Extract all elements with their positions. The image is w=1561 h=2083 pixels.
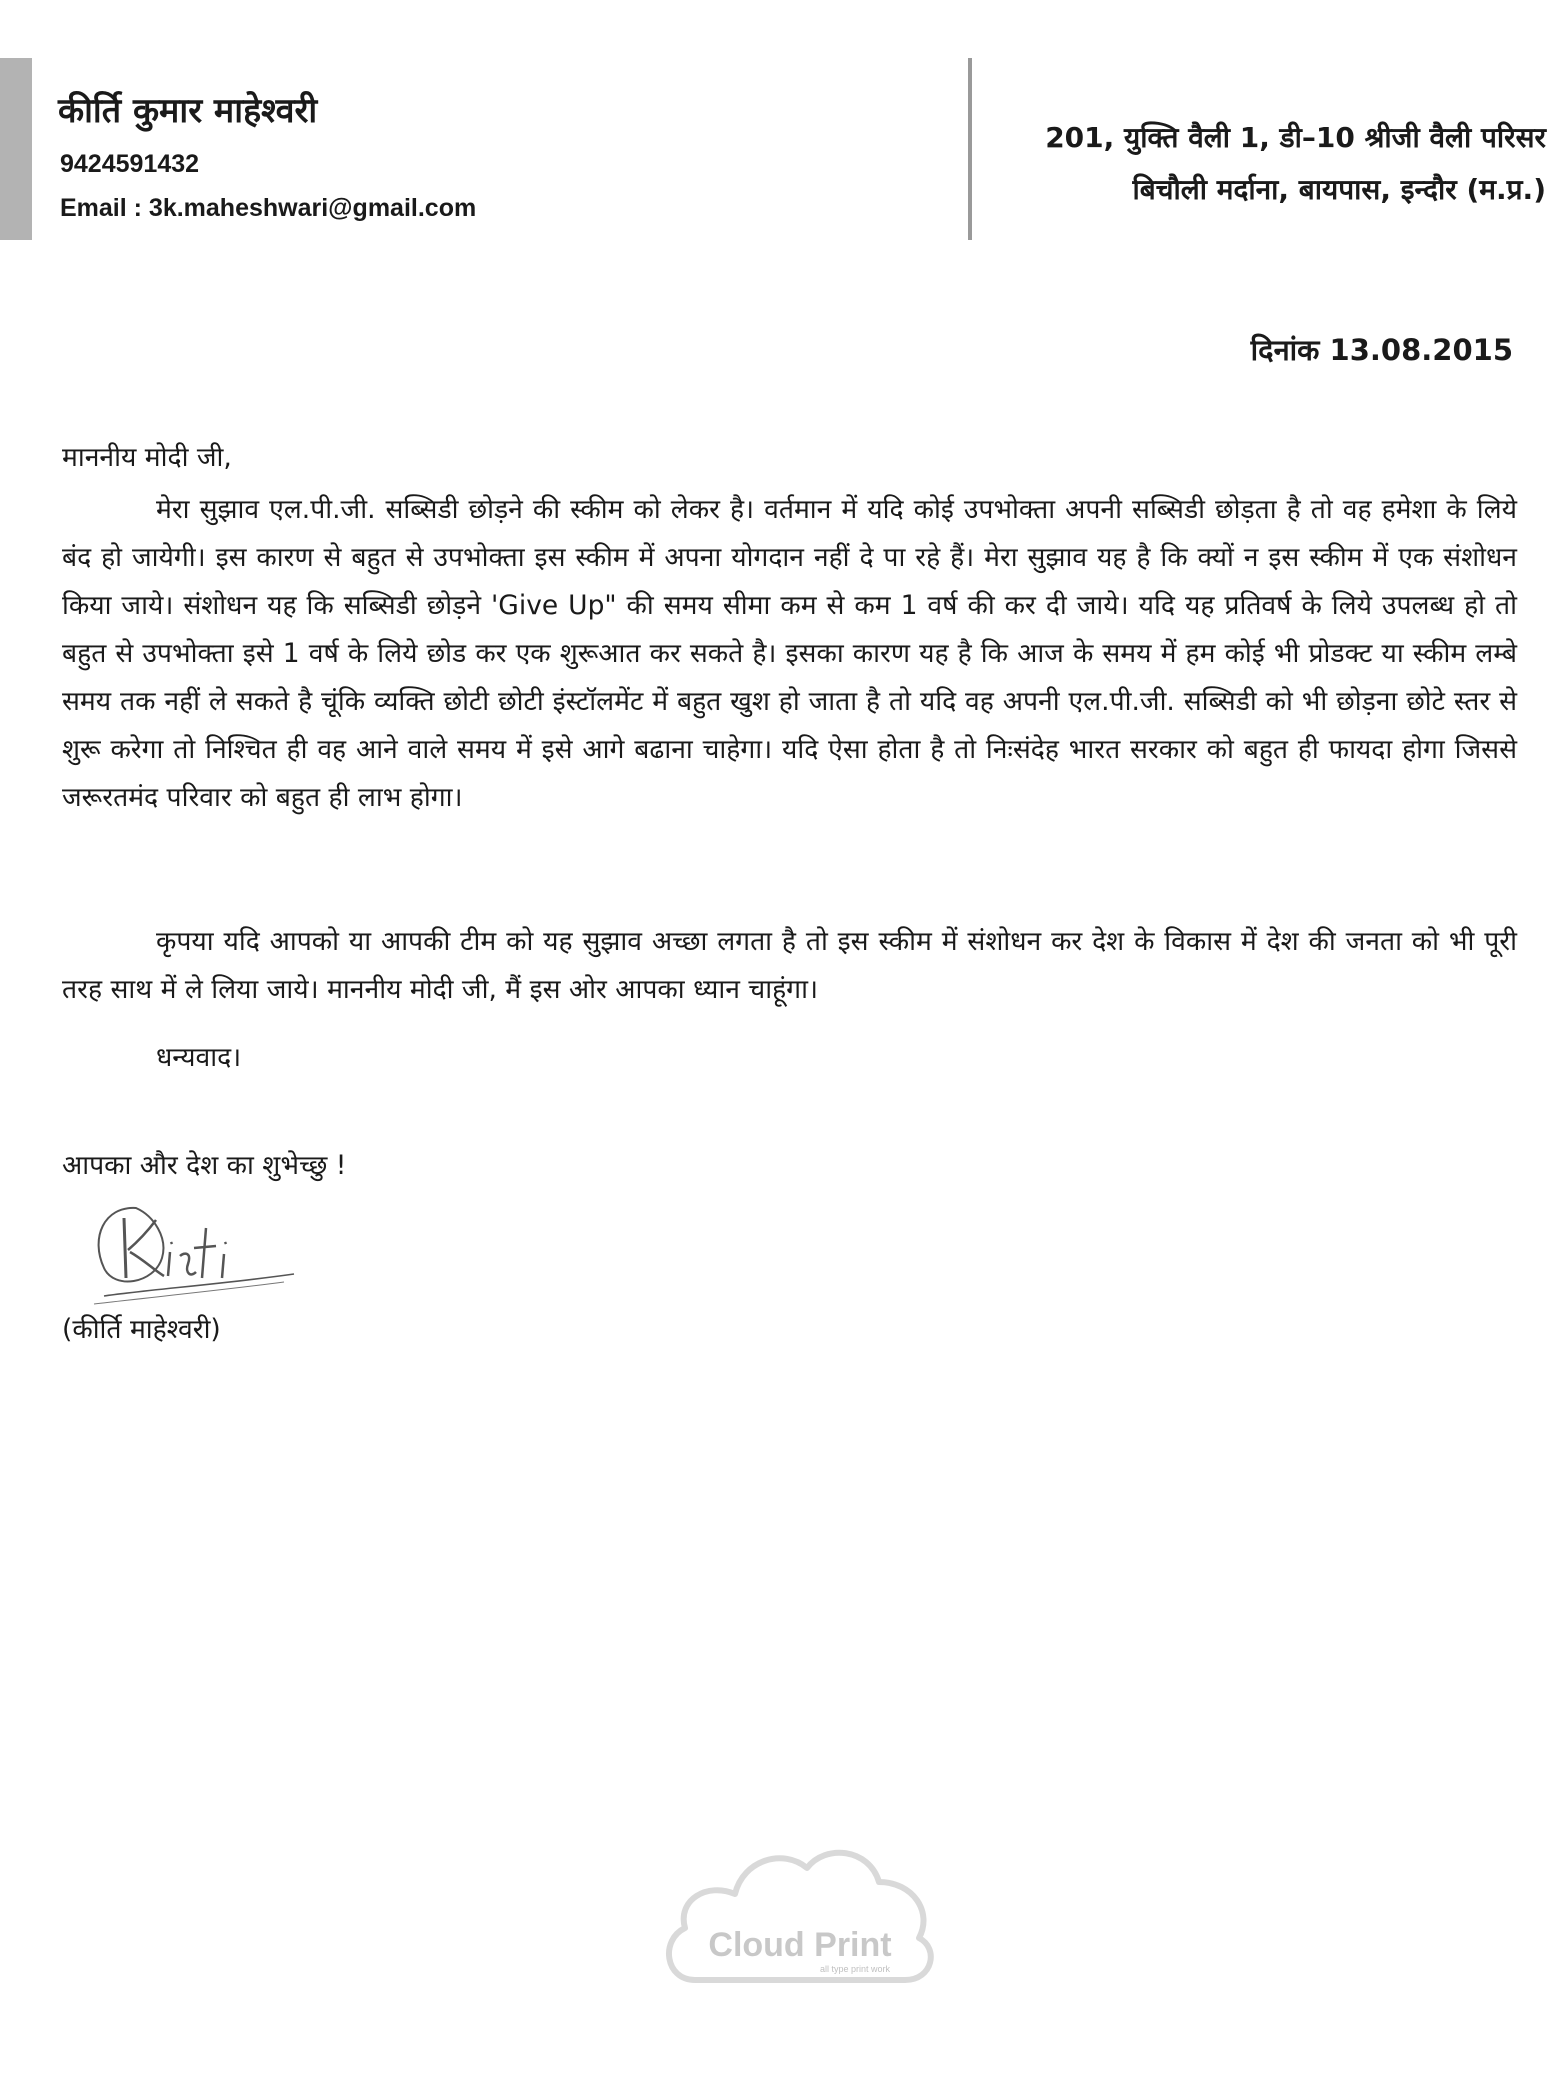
header-divider: [968, 58, 972, 240]
sender-phone: 9424591432: [60, 150, 200, 178]
address-line-1: 201, युक्ति वैली 1, डी–10 श्रीजी वैली परिसर: [1045, 121, 1546, 154]
body-paragraph-2: कृपया यदि आपको या आपकी टीम को यह सुझाव अच्छा लगता है तो इस स्कीम में संशोधन कर देश के विकास में देश की जनता को भी पूरी तरह साथ में ले लिया जाये। माननीय मोदी जी, मैं इस ओर आपका ध्यान चाहूंगा।: [62, 926, 1517, 1005]
watermark-tagline: all type print work: [819, 1964, 891, 1974]
header-accent-bar: [0, 58, 32, 240]
address-line-2: बिचौली मर्दाना, बायपास, इन्दौर (म.प्र.): [1132, 173, 1546, 206]
sender-name: कीर्ति कुमार माहेश्वरी: [58, 91, 318, 131]
body-paragraph-1: मेरा सुझाव एल.पी.जी. सब्सिडी छोड़ने की स्कीम को लेकर है। वर्तमान में यदि कोई उपभोक्ता अपनी सब्सिडी छोड़ता है तो वह हमेशा के लिये बंद हो जायेगी। इस कारण से बहुत से उपभोक्ता इस स्कीम में अपना योगदान नहीं दे पा रहे हैं। मेरा सुझाव यह है कि क्यों न इस स्कीम में एक संशोधन किया जाये। संशोधन यह कि सब्सिडी छोड़ने 'Give Up" की समय सीमा कम से कम 1 वर्ष की कर दी जाये। यदि यह प्रतिवर्ष के लिये उपलब्ध हो तो बहुत से उपभोक्ता इसे 1 वर्ष के लिये छोड कर एक शुरूआत कर सकते है। इसका कारण यह है कि आज के समय में हम कोई भी प्रोडक्ट या स्कीम लम्बे समय तक नहीं ले सकते है चूंकि व्यक्ति छोटी छोटी इंस्टॉलमेंट में बहुत खुश हो जाता है तो यदि वह अपनी एल.पी.जी. सब्सिडी को भी छोड़ना छोटे स्तर से शुरू करेगा तो निश्चित ही वह आने वाले समय में इसे आगे बढाना चाहेगा। यदि ऐसा होता है तो निःसंदेह भारत सरकार को बहुत ही फायदा होगा जिससे जरूरतमंद परिवार को बहुत ही लाभ होगा।: [62, 494, 1517, 813]
closing-line: आपका और देश का शुभेच्छु !: [62, 1150, 347, 1181]
signature-image: [84, 1198, 304, 1308]
signer-name: (कीर्ति माहेश्वरी): [62, 1314, 221, 1345]
sender-email: Email : 3k.maheshwari@gmail.com: [60, 194, 477, 222]
thanks-line: धन्यवाद।: [156, 1042, 242, 1073]
watermark-title: Cloud Print: [708, 1926, 892, 1964]
letter-date: दिनांक 13.08.2015: [1250, 333, 1513, 367]
salutation: माननीय मोदी जी,: [62, 442, 232, 473]
cloud-print-watermark: [655, 1830, 945, 2000]
